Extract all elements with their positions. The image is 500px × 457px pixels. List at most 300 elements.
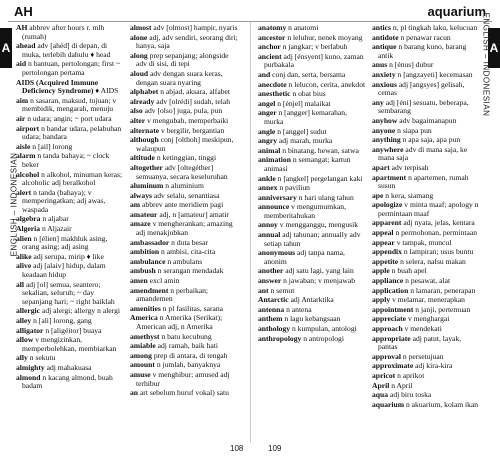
- entry-headword: antics: [372, 23, 391, 32]
- entry-headword: ahead: [16, 41, 36, 51]
- entry-headword: AIDS (Acquired Immune Deficiency Syndrome): [16, 77, 99, 96]
- dictionary-entry: [16, 307, 124, 316]
- entry-definition: adj kira-kira: [415, 361, 453, 371]
- entry-definition: n antropologi: [303, 333, 344, 343]
- entry-definition: n lelucon, cerita, anekdot: [288, 79, 366, 89]
- dictionary-entry: [130, 352, 238, 361]
- entry-definition: n April: [391, 380, 413, 390]
- entry-headword: always: [130, 190, 152, 200]
- entry-headword: although: [130, 135, 159, 145]
- entry-definition: n [angkel] pergelangan kaki: [277, 173, 363, 183]
- entry-definition: v mengubah, memperbaiki: [147, 115, 229, 125]
- entry-headword: approval: [372, 351, 401, 361]
- entry-headword: an: [130, 388, 139, 398]
- entry-definition: n jangkar; v berlabuh: [282, 42, 348, 52]
- entry-definition: n semut: [270, 285, 295, 295]
- entry-headword: Algeria: [16, 224, 41, 234]
- entry-definition: n [angger] kemarahan, murka: [264, 108, 347, 126]
- entry-headword: apartment: [372, 172, 407, 182]
- dictionary-entry: [16, 79, 124, 96]
- dictionary-entry: [258, 156, 366, 173]
- entry-definition: n sasaran, maksud, tujuan; v membidik, mengarah, menuju: [22, 95, 117, 114]
- entry-headword: antidote: [372, 32, 399, 42]
- entry-definition: n pl fasilitas, sarana: [162, 303, 224, 313]
- entry-headword: antenna: [258, 304, 285, 314]
- entry-definition: n batu kecubung: [161, 331, 212, 341]
- entry-headword: amethyst: [130, 331, 160, 341]
- entry-definition: adj [énsyent] kuno, zaman purbakala: [264, 51, 364, 70]
- entry-headword: annex: [258, 183, 278, 193]
- entry-headword: announce: [258, 202, 290, 212]
- entry-headword: ambush: [130, 266, 156, 276]
- dictionary-entry: [372, 43, 480, 60]
- entry-headword: am: [130, 200, 141, 210]
- dictionary-entry: [258, 109, 366, 126]
- dictionary-entry: [372, 174, 480, 191]
- dictionary-entry: [258, 24, 366, 33]
- entry-definition: ♦ AIDS: [95, 86, 119, 96]
- dictionary-entry: [372, 201, 480, 218]
- dictionary-entry: [372, 34, 480, 43]
- dictionary-entry: [130, 127, 238, 136]
- entry-definition: v tampak, muncul: [396, 237, 452, 247]
- entry-definition: n janji, pertemuan: [415, 304, 471, 314]
- dictionary-entry: [16, 115, 124, 124]
- dictionary-entry: [16, 235, 124, 252]
- entry-definition: adv [olso] juga, pula, pun: [144, 106, 223, 116]
- entry-headword: air: [16, 113, 26, 123]
- dictionary-entry: [130, 258, 238, 267]
- entry-definition: n kumpulan, antologi: [291, 324, 357, 333]
- dictionary-entry: [372, 81, 480, 98]
- entry-definition: v mengizinkan, memperbolehkan, membiarkan: [22, 335, 117, 353]
- entry-headword: amateur: [130, 209, 158, 219]
- entry-definition: adj tahunan; annually adv setiap tahun: [264, 230, 361, 248]
- dictionary-entry: [372, 315, 480, 324]
- dictionary-entry: [372, 277, 480, 286]
- dictionary-entry: [372, 258, 480, 267]
- entry-headword: aluminum: [130, 181, 164, 191]
- entry-headword: another: [258, 266, 284, 276]
- dictionary-entry: [130, 211, 238, 220]
- entry-headword: angle: [258, 126, 276, 136]
- entry-definition: v menghibur; amused adj terhibur: [136, 369, 230, 388]
- entry-headword: apart: [372, 162, 390, 172]
- dictionary-entry: [372, 353, 480, 362]
- entry-headword: alert: [16, 187, 32, 197]
- entry-headword: appetite: [372, 256, 399, 266]
- entry-headword: alligator: [16, 325, 44, 335]
- entry-headword: amount: [130, 360, 155, 370]
- dictionary-entry: [372, 99, 480, 116]
- entry-definition: adj [alaiv] hidup, dalam keadaan hidup: [22, 261, 106, 280]
- entry-definition: adj ramah, baik hati: [157, 341, 218, 351]
- entry-headword: anecdote: [258, 79, 287, 89]
- entry-headword: alarm: [16, 151, 36, 161]
- entry-headword: answer: [258, 276, 282, 286]
- dictionary-entry: [16, 354, 124, 363]
- dictionary-entry: [258, 147, 366, 156]
- dictionary-entry: [16, 225, 124, 234]
- dictionary-entry: [258, 34, 366, 43]
- dictionary-entry: [372, 306, 480, 315]
- entry-headword: aid: [16, 59, 27, 69]
- entry-headword: aisle: [16, 141, 31, 151]
- dictionary-entry: [16, 143, 124, 152]
- entry-headword: and: [258, 69, 271, 79]
- entry-headword: apricot: [372, 370, 396, 380]
- entry-definition: n semangat; kartun animasi: [264, 155, 351, 173]
- entry-definition: adj biru toska: [389, 390, 432, 400]
- entry-headword: April: [372, 380, 390, 390]
- dictionary-entry: [372, 372, 480, 381]
- entry-headword: approach: [372, 324, 403, 333]
- entry-definition: adv [olmost] hampir, nyaris: [153, 23, 238, 32]
- entry-headword: already: [130, 96, 155, 106]
- dictionary-entry: [130, 201, 238, 210]
- dictionary-entry: [16, 97, 124, 114]
- dictionary-entry: [258, 137, 366, 146]
- dictionary-entry: [258, 287, 366, 296]
- dictionary-entry: [258, 277, 366, 286]
- entry-headword: amiable: [130, 341, 156, 351]
- dictionary-entry: [130, 361, 238, 370]
- entry-definition: art sebelum huruf vokal) satu: [139, 388, 229, 398]
- entry-headword: anniversary: [258, 192, 297, 202]
- entry-definition: adj, n [amateur] amatir: [159, 209, 229, 219]
- dictionary-entry: [16, 60, 124, 77]
- entry-definition: n apartemen, rumah susun: [378, 172, 469, 191]
- dictionary-entry: [372, 296, 480, 305]
- entry-headword: alike: [16, 251, 32, 261]
- entry-definition: n hari ulang tahun: [298, 192, 354, 202]
- dictionary-entry: [372, 146, 480, 163]
- dictionary-column-3: [258, 24, 366, 344]
- dictionary-entry: [130, 371, 238, 388]
- entry-headword: America: [130, 313, 158, 323]
- entry-definition: adv dengan suara keras, dengan suara nyaring: [136, 68, 223, 87]
- entry-definition: adv bagaimanapun: [399, 115, 457, 125]
- entry-definition: n [énjel] malaikat: [277, 98, 331, 108]
- entry-headword: apparent: [372, 218, 402, 228]
- entry-definition: n lagu kebangsaan: [284, 314, 341, 324]
- entry-headword: almost: [130, 23, 152, 32]
- entry-definition: n Aljazair: [41, 224, 72, 234]
- entry-headword: airport: [16, 123, 40, 133]
- entry-definition: n anatomi: [288, 23, 319, 32]
- dictionary-column-2: [130, 24, 238, 399]
- entry-headword: anxiety: [372, 69, 396, 79]
- dictionary-entry: [258, 43, 366, 52]
- entry-definition: n [aligéitor] buaya: [45, 325, 102, 335]
- page-number-left: 108: [230, 444, 244, 453]
- entry-headword: apologize: [372, 200, 403, 210]
- dictionary-entry: [372, 229, 480, 238]
- dictionary-entry: [258, 203, 366, 220]
- entry-definition: n duta besar: [171, 237, 208, 247]
- dictionary-entry: [16, 281, 124, 307]
- entry-headword: appreciate: [372, 314, 407, 324]
- dictionary-entry: [258, 175, 366, 184]
- dictionary-entry: [258, 128, 366, 137]
- entry-definition: n Amerika (Serikat); American adj, n Amerika: [136, 313, 223, 331]
- entry-definition: n [ail] lorong: [32, 141, 73, 151]
- entry-definition: n ketinggian, tinggi: [156, 153, 217, 163]
- side-label-right: ENGLISH – INDONESIAN: [481, 12, 491, 117]
- dictionary-entry: [258, 231, 366, 248]
- dictionary-entry: [372, 164, 480, 173]
- entry-headword: aim: [16, 95, 29, 105]
- dictionary-entry: [258, 335, 366, 344]
- entry-headword: almond: [16, 372, 41, 382]
- entry-definition: n paviliun: [279, 183, 310, 193]
- entry-headword: aqua: [372, 390, 389, 400]
- dictionary-entry: [16, 42, 124, 59]
- entry-definition: v bergilir, bergantian: [161, 125, 225, 135]
- dictionary-entry: [372, 192, 480, 201]
- entry-definition: adv [oltegéther] semuanya, secara keseluruhan: [136, 162, 228, 181]
- entry-definition: n [énus] dubur: [389, 60, 434, 70]
- entry-headword: anus: [372, 60, 388, 70]
- dictionary-entry: [372, 61, 480, 70]
- entry-definition: n siapa pun: [397, 125, 432, 135]
- entry-headword: anxious: [372, 79, 397, 89]
- entry-definition: n jumlah, banyaknya: [156, 360, 221, 370]
- page-number-right: 109: [268, 444, 282, 453]
- dictionary-entry: [130, 248, 238, 257]
- entry-headword: ankle: [258, 173, 276, 183]
- dictionary-entry: [16, 364, 124, 373]
- dictionary-entry: [372, 24, 480, 33]
- entry-headword: alley: [16, 316, 32, 325]
- side-label-left: ENGLISH – INDONESIAN: [9, 152, 19, 257]
- entry-definition: n jawaban; v menjawab: [283, 276, 356, 286]
- entry-headword: amen: [130, 276, 148, 286]
- entry-definition: n perbaikan; amandemen: [136, 285, 209, 304]
- dictionary-entry: [258, 90, 366, 99]
- entry-headword: amuse: [130, 369, 151, 379]
- entry-headword: ape: [372, 190, 384, 200]
- entry-definition: n lampiran; usus buntu: [403, 247, 474, 257]
- entry-definition: adj satu lagi, yang lain: [285, 266, 354, 276]
- dictionary-entry: [16, 215, 124, 224]
- entry-headword: amendment: [130, 285, 169, 295]
- entry-headword: apple: [372, 266, 390, 276]
- dictionary-entry: [130, 164, 238, 181]
- dictionary-entry: [130, 333, 238, 342]
- dictionary-entry: [16, 189, 124, 215]
- entry-definition: n ambulans: [167, 256, 203, 266]
- dictionary-column-1: [16, 24, 124, 392]
- entry-definition: adj [angsyes] gelisah, cemas: [378, 79, 465, 98]
- entry-headword: ally: [16, 353, 28, 363]
- entry-headword: annoy: [258, 220, 278, 230]
- dictionary-entry: [372, 382, 480, 391]
- dictionary-entry: [372, 391, 480, 400]
- dictionary-entry: [130, 277, 238, 286]
- entry-headword: animal: [258, 145, 281, 155]
- entry-headword: angel: [258, 98, 276, 108]
- entry-headword: Antarctic: [258, 295, 289, 305]
- dictionary-entry: [130, 24, 238, 33]
- entry-definition: adj alergi; allergy n alergi: [41, 306, 120, 316]
- entry-definition: n [anggel] sudut: [277, 126, 327, 136]
- entry-headword: anchor: [258, 42, 281, 52]
- entry-definition: n binatang, hewan, satwa: [282, 145, 359, 155]
- entry-headword: allergic: [16, 306, 41, 316]
- dictionary-entry: [130, 305, 238, 314]
- dictionary-entry: [258, 325, 366, 334]
- dictionary-entry: [372, 136, 480, 145]
- entry-headword: anyhow: [372, 115, 398, 125]
- entry-headword: any: [372, 97, 384, 107]
- entry-definition: n kacang almond, buah badam: [22, 372, 113, 391]
- entry-headword: approximate: [372, 361, 414, 371]
- entry-headword: alive: [16, 261, 32, 271]
- dictionary-entry: [258, 71, 366, 80]
- entry-headword: alcohol: [16, 169, 40, 179]
- entry-definition: n alkohol, minuman keras; alcoholic adj beralkohol: [22, 169, 123, 188]
- dictionary-entry: [372, 362, 480, 371]
- entry-headword: alone: [130, 32, 148, 42]
- entry-headword: appear: [372, 237, 395, 247]
- entry-definition: n aprikot: [397, 370, 425, 380]
- dictionary-entry: [16, 317, 124, 326]
- entry-definition: v melamar, menerapkan: [392, 295, 465, 305]
- dictionary-entry: [372, 267, 480, 276]
- entry-definition: adj tanpa nama, anonim: [264, 248, 345, 266]
- dictionary-entry: [372, 239, 480, 248]
- entry-headword: allow: [16, 335, 34, 345]
- entry-definition: adv selalu, senantiasa: [153, 190, 220, 200]
- entry-headword: apply: [372, 295, 391, 305]
- dictionary-entry: [372, 117, 480, 126]
- entry-headword: application: [372, 285, 409, 295]
- dictionary-entry: [130, 287, 238, 304]
- entry-definition: adv terpisah: [391, 162, 429, 172]
- entry-definition: adj marah, murka: [278, 136, 333, 146]
- dictionary-entry: [372, 219, 480, 228]
- entry-definition: n apa saja, apa pun: [402, 135, 461, 145]
- entry-definition: n abjad, aksara, alfabet: [160, 87, 230, 97]
- dictionary-entry: [130, 267, 238, 276]
- dictionary-column-4: [372, 24, 480, 410]
- dictionary-entry: [130, 154, 238, 163]
- dictionary-entry: [258, 267, 366, 276]
- entry-headword: anonymous: [258, 248, 296, 258]
- entry-definition: adj, adv sendiri, seorang diri; hanya, saja: [136, 32, 238, 51]
- entry-headword: anthology: [258, 324, 291, 333]
- dictionary-entry: [130, 239, 238, 248]
- dictionary-entry: [372, 335, 480, 352]
- entry-headword: anesthetic: [258, 89, 291, 99]
- dictionary-entry: [258, 100, 366, 109]
- entry-definition: abbrev ante meridiem pagi: [142, 200, 224, 210]
- entry-definition: abbrev after hours r. mlh (rumah): [22, 23, 105, 41]
- dictionary-entry: [258, 249, 366, 266]
- entry-definition: n, pl tingkah laku, kelucuan: [392, 23, 478, 32]
- entry-definition: n [élien] makhluk asing, orang asing; adj asing: [22, 233, 108, 252]
- entry-definition: v mengumumkan, memberitahukan: [264, 202, 346, 220]
- entry-headword: anywhere: [372, 144, 404, 154]
- dictionary-entry: [16, 253, 124, 262]
- entry-definition: v mengherankan; amazing adj menakjubkan: [136, 219, 233, 238]
- entry-headword: also: [130, 106, 143, 116]
- entry-definition: n kera, siamang: [385, 190, 434, 200]
- dictionary-entry: [258, 306, 366, 315]
- dictionary-entry: [130, 220, 238, 237]
- entry-definition: n obat bius: [292, 89, 326, 99]
- entry-definition: n permohonan, permintaan: [395, 228, 478, 238]
- dictionary-entry: [372, 71, 480, 80]
- entry-headword: anything: [372, 135, 401, 145]
- entry-headword: almighty: [16, 362, 45, 372]
- dictionary-entry: [16, 24, 124, 41]
- entry-headword: AH: [16, 23, 28, 32]
- entry-headword: all: [16, 279, 25, 289]
- dictionary-entry: [130, 342, 238, 351]
- entry-definition: adv [olrédi] sudah, telah: [156, 96, 231, 106]
- entry-definition: v mendekati: [404, 324, 442, 333]
- dictionary-entry: [258, 184, 366, 193]
- entry-headword: alter: [130, 115, 146, 125]
- entry-definition: prep sepanjang; alongside adv di sisi, di tepi: [136, 50, 229, 69]
- entry-headword: along: [130, 50, 148, 60]
- entry-headword: anyone: [372, 125, 396, 135]
- entry-definition: n persetujuan: [402, 351, 444, 361]
- dictionary-entry: [16, 262, 124, 279]
- entry-headword: aquarium: [372, 399, 405, 409]
- dictionary-entry: [16, 171, 124, 188]
- entry-headword: antique: [372, 42, 397, 52]
- entry-headword: animation: [258, 155, 291, 165]
- entry-definition: adj patut, layak, pantas: [378, 333, 462, 352]
- entry-definition: n selera, nafsu makan: [400, 256, 466, 266]
- entry-headword: anger: [258, 108, 277, 118]
- entry-headword: amenities: [130, 303, 161, 313]
- entry-headword: alphabet: [130, 87, 159, 97]
- entry-definition: n aljabar: [42, 214, 69, 224]
- letter-tab-right: A: [488, 28, 500, 68]
- dictionary-entry: [130, 88, 238, 97]
- entry-definition: adv di mana saja, ke mana saja: [378, 144, 468, 163]
- page-gutter: [250, 22, 251, 443]
- entry-definition: n aluminium: [165, 181, 204, 191]
- entry-headword: appropriate: [372, 333, 411, 343]
- entry-headword: among: [130, 350, 152, 360]
- entry-definition: n bantuan, pertolongan; first ~ pertolongan pertama: [22, 59, 121, 77]
- dictionary-entry: [258, 53, 366, 70]
- dictionary-entry: [372, 287, 480, 296]
- entry-definition: n [ali] lorong, gang: [33, 316, 92, 325]
- entry-definition: prep di antara, di tengah: [153, 350, 228, 360]
- dictionary-entry: [16, 336, 124, 353]
- dictionary-entry: [372, 127, 480, 136]
- dictionary-entry: [16, 125, 124, 142]
- dictionary-entry: [16, 327, 124, 336]
- entry-headword: ambassador: [130, 237, 170, 247]
- entry-headword: algebra: [16, 214, 41, 224]
- entry-definition: n leluhur, nenek moyang: [287, 32, 363, 42]
- entry-headword: altogether: [130, 162, 163, 172]
- letter-tab-left: A: [0, 28, 12, 68]
- running-header-left: AH: [14, 4, 33, 19]
- entry-definition: conj [olthoh] meskipun, walaupun: [136, 135, 234, 153]
- dictionary-entry: [130, 52, 238, 69]
- dictionary-entry: [372, 248, 480, 257]
- entry-definition: n pesawat, alat: [405, 276, 451, 286]
- entry-definition: v menghargai: [407, 314, 450, 324]
